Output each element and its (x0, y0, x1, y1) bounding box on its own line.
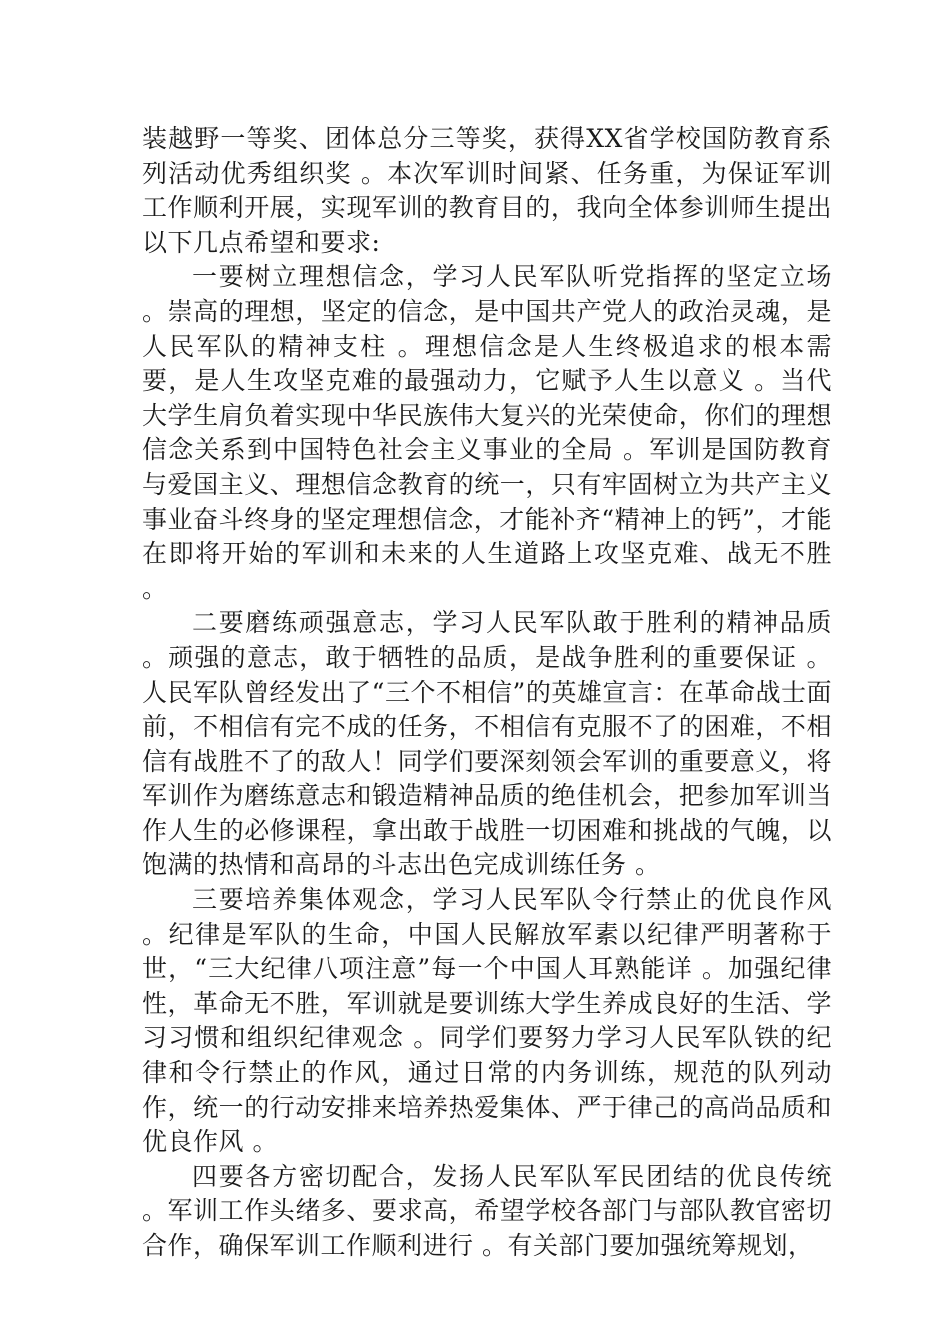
paragraph-willpower: 二要磨练顽强意志，学习人民军队敢于胜利的精神品质 。顽强的意志，敢于牺牲的品质，是战争胜利的重要保证 。人民军队曾经发出了“三个不相信”的英雄宣言：在革命战士面前，不相信有完不成的任务，不相信有克服不了的困难，不相信有战胜不了的敌人！同学们要深刻领会军训的重要意义，将军训作为磨练意志和锻造精神品质的绝佳机会，把参加军训当作人生的必修课程，拿出敢于战胜一切困难和挑战的气魄，以饱满的热情和高昂的斗志出色完成训练任务 。 (142, 608, 832, 880)
paragraph-ideals: 一要树立理想信念，学习人民军队听党指挥的坚定立场 。崇高的理想，坚定的信念，是中国共产党人的政治灵魂，是人民军队的精神支柱 。理想信念是人生终极追求的根本需要，是人生攻坚克难的最强动力，它赋予人生以意义 。当代大学生肩负着实现中华民族伟大复兴的光荣使命，你们的理想信念关系到中国特色社会主义事业的全局 。军训是国防教育与爱国主义、理想信念教育的统一，只有牢固树立为共产主义事业奋斗终身的坚定理想信念，才能补齐“精神上的钙”，才能在即将开始的军训和未来的人生道路上攻坚克难、战无不胜 。 (142, 262, 832, 603)
paragraph-collective: 三要培养集体观念，学习人民军队令行禁止的优良作风 。纪律是军队的生命，中国人民解放军素以纪律严明著称于世，“三大纪律八项注意”每一个中国人耳熟能详 。加强纪律性，革命无不胜，军训就是要训练大学生养成良好的生活、学习习惯和组织纪律观念 。同学们要努力学习人民军队铁的纪律和令行禁止的作风，通过日常的内务训练，规范的队列动作，统一的行动安排来培养热爱集体、严于律己的高尚品质和优良作风 。 (142, 885, 832, 1157)
paragraph-cooperation: 四要各方密切配合，发扬人民军队军民团结的优良传统 。军训工作头绪多、要求高，希望学校各部门与部队教官密切合作，确保军训工作顺利进行 。有关部门要加强统筹规划， (142, 1161, 832, 1260)
paragraph-continuation: 装越野一等奖、团体总分三等奖，获得XX省学校国防教育系列活动优秀组织奖 。本次军训时间紧、任务重，为保证军训工作顺利开展，实现军训的教育目的，我向全体参训师生提出以下几点希望和要求: (142, 124, 832, 257)
document-body (142, 122, 832, 1264)
